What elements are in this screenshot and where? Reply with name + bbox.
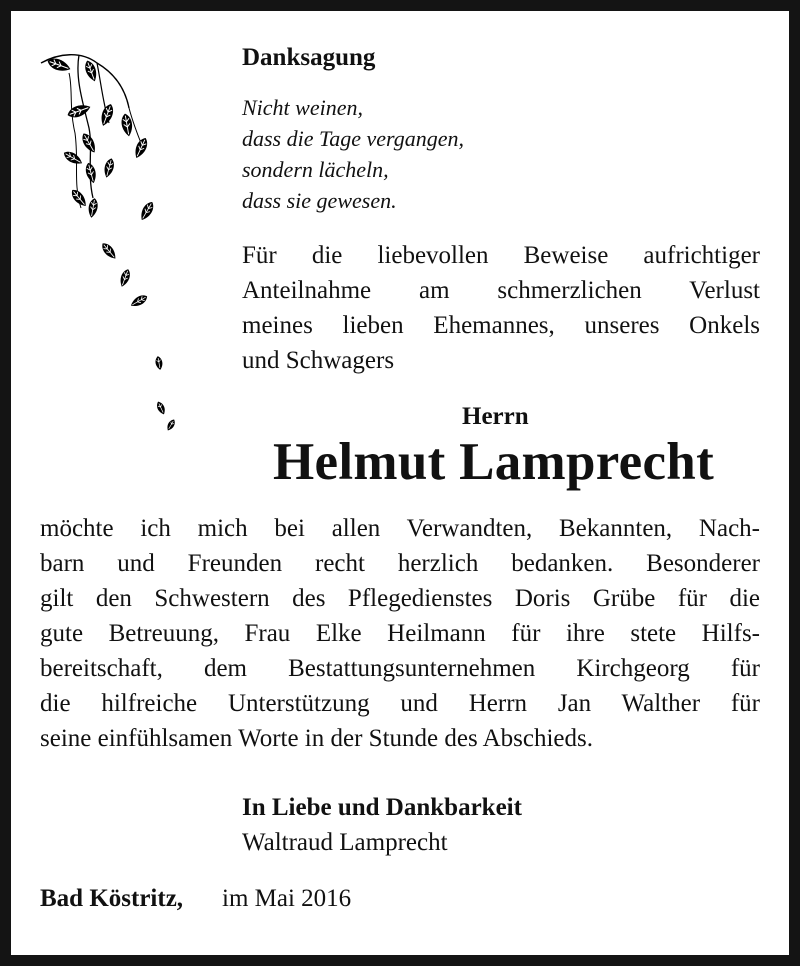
poem-line: dass sie gewesen. — [242, 188, 397, 213]
closing: In Liebe und Dankbarkeit — [242, 794, 522, 821]
intro-line: meines lieben Ehemannes, unseres Onkels — [242, 312, 760, 339]
poem-line: dass die Tage vergangen, — [242, 126, 465, 151]
body-line: möchte ich mich bei allen Verwandten, Bekannten, Nach- — [40, 515, 760, 542]
salutation: Herrn — [462, 403, 529, 430]
intro-line: Für die liebevollen Beweise aufrichtiger — [242, 242, 760, 269]
body-line: bereitschaft, dem Bestattungsunternehmen Kirchgeorg für — [40, 655, 760, 682]
poem-line: sondern lächeln, — [242, 157, 389, 182]
signer: Waltraud Lamprecht — [242, 829, 448, 856]
intro-line: und Schwagers — [242, 347, 395, 374]
body-line: seine einfühlsamen Worte in der Stunde des Abschieds. — [40, 725, 593, 752]
intro-line: Anteilnahme am schmerzlichen Verlust — [242, 277, 760, 304]
poem-line: Nicht weinen, — [242, 95, 363, 120]
falling-leaves-branch-icon — [29, 33, 199, 453]
date: im Mai 2016 — [222, 885, 352, 912]
body-line: die hilfreiche Unterstützung und Herrn Jan Walther für — [40, 690, 760, 717]
body-line: barn und Freunden recht herzlich bedanken. Besonderer — [40, 550, 760, 577]
body-line: gute Betreuung, Frau Elke Heilmann für ihre stete Hilfs- — [40, 620, 760, 647]
body-line: gilt den Schwestern des Pflegedienstes Doris Grübe für die — [40, 585, 760, 612]
deceased-name: Helmut Lamprecht — [273, 433, 715, 491]
place: Bad Köstritz, — [40, 885, 184, 912]
heading: Danksagung — [242, 44, 376, 71]
